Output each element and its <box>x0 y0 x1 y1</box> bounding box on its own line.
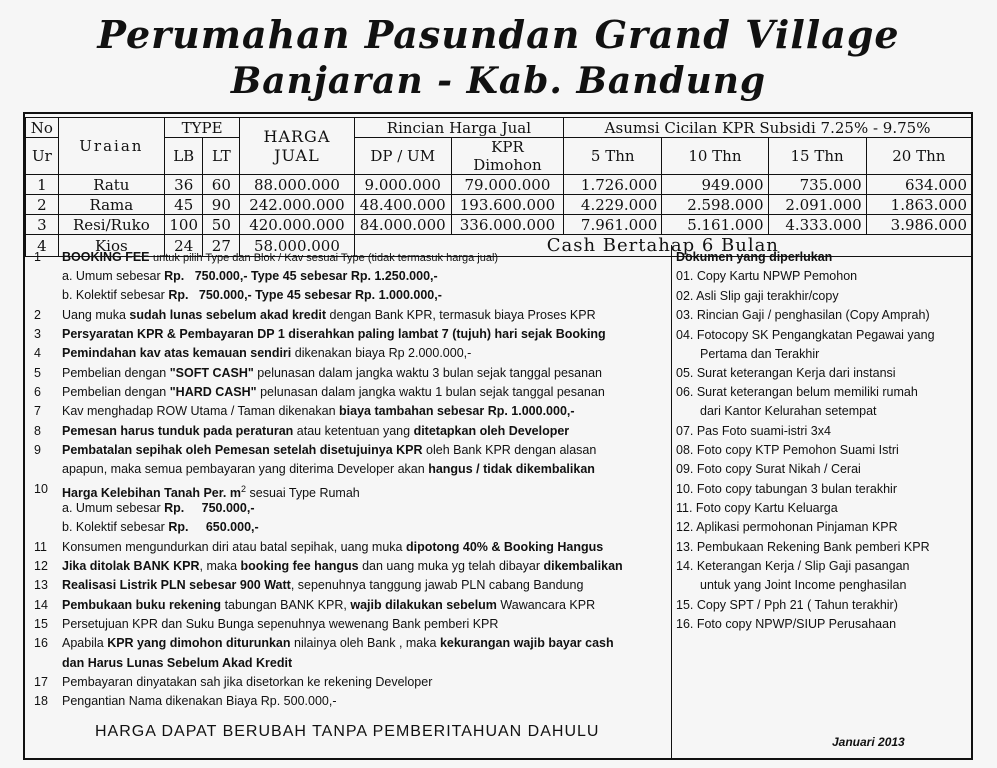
row-20thn: 3.986.000 <box>866 215 971 235</box>
price-change-notice: HARGA DAPAT BERUBAH TANPA PEMBERITAHUAN DAHULU <box>95 723 600 740</box>
row-no: 1 <box>26 175 59 195</box>
row-15thn: 735.000 <box>768 175 866 195</box>
row-20thn: 1.863.000 <box>866 195 971 215</box>
column-divider <box>671 245 672 758</box>
document-item: 09. Foto copy Surat Nikah / Cerai <box>676 462 861 476</box>
row-15thn: 2.091.000 <box>768 195 866 215</box>
col-asumsi-header: Asumsi Cicilan KPR Subsidi 7.25% - 9.75% <box>564 118 972 138</box>
row-lt: 27 <box>203 235 240 257</box>
row-name: Ratu <box>58 175 164 195</box>
term-item: 15 Persetujuan KPR dan Suku Bunga sepenuhnya wewenang Bank pemberi KPR <box>34 617 499 631</box>
row-dp: 9.000.000 <box>354 175 451 195</box>
row-5thn: 4.229.000 <box>564 195 662 215</box>
row-10thn: 2.598.000 <box>662 195 768 215</box>
table-row <box>26 195 972 215</box>
col-harga-header: HARGA JUAL <box>240 118 354 175</box>
col-type-header: TYPE <box>164 118 239 138</box>
col-ur-header: Ur <box>26 138 59 175</box>
col-lb-header: LB <box>164 138 202 175</box>
document-item: 06. Surat keterangan belum memiliki rumah <box>676 385 918 399</box>
term-item: 14 Pembukaan buku rekening tabungan BANK KPR, wajib dilakukan sebelum Wawancara KPR <box>34 598 596 612</box>
table-header-row <box>26 118 972 138</box>
document-item: 08. Foto copy KTP Pemohon Suami Istri <box>676 443 899 457</box>
term-item: 2 Uang muka sudah lunas sebelum akad kredit dengan Bank KPR, termasuk biaya Proses KPR <box>34 308 596 322</box>
row-10thn: 949.000 <box>662 175 768 195</box>
row-harga: 58.000.000 <box>240 235 354 257</box>
term-item: 5 Pembelian dengan "SOFT CASH" pelunasan dalam jangka waktu 3 bulan sejak tanggal pesanan <box>34 366 602 380</box>
row-lb: 45 <box>164 195 202 215</box>
col-uraian-header: Uraian <box>58 118 164 175</box>
term-item-continued: dan Harus Lunas Sebelum Akad Kredit <box>62 656 293 670</box>
term-item: 13 Realisasi Listrik PLN sebesar 900 Watt, sepenuhnya tanggung jawab PLN cabang Bandung <box>34 578 584 592</box>
row-lb: 100 <box>164 215 202 235</box>
table-row <box>26 175 972 195</box>
document-item: 02. Asli Slip gaji terakhir/copy <box>676 289 839 303</box>
row-harga: 420.000.000 <box>240 215 354 235</box>
term-subitem: b. Kolektif sebesar Rp. 650.000,- <box>62 520 259 534</box>
col-lt-header: LT <box>203 138 240 175</box>
documents-title: Dokumen yang diperlukan <box>676 250 833 264</box>
document-item: 13. Pembukaan Rekening Bank pemberi KPR <box>676 540 930 554</box>
document-item: 12. Aplikasi permohonan Pinjaman KPR <box>676 520 898 534</box>
row-lt: 60 <box>203 175 240 195</box>
term-item: 12 Jika ditolak BANK KPR, maka booking fee hangus dan uang muka yg telah dibayar dikembalikan <box>34 559 623 573</box>
col-20thn-header: 20 Thn <box>866 138 971 175</box>
term-item: 8 Pemesan harus tunduk pada peraturan atau ketentuan yang ditetapkan oleh Developer <box>34 424 570 438</box>
document-item-continued: untuk yang Joint Income penghasilan <box>700 578 907 592</box>
term-item: 10 Harga Kelebihan Tanah Per. $m^2$ sesuai Type Rumah <box>34 482 360 501</box>
table-subheader-row <box>26 138 972 175</box>
term-item: 1 BOOKING FEE untuk pilih Type dan Blok / Kav sesuai Type (tidak termasuk harga jual) <box>34 250 499 264</box>
document-item: 10. Foto copy tabungan 3 bulan terakhir <box>676 482 897 496</box>
row-name: Kios <box>58 235 164 257</box>
col-dp-header: DP / UM <box>354 138 451 175</box>
row-5thn: 1.726.000 <box>564 175 662 195</box>
term-item: 9 Pembatalan sepihak oleh Pemesan setelah disetujuinya KPR oleh Bank KPR dengan alasan <box>34 443 597 457</box>
price-table <box>25 117 972 257</box>
row-20thn: 634.000 <box>866 175 971 195</box>
page-subtitle: Banjaran - Kab. Bandung <box>230 60 767 102</box>
page-title: Perumahan Pasundan Grand Village <box>97 12 900 57</box>
document-item: 07. Pas Foto suami-istri 3x4 <box>676 424 831 438</box>
col-10thn-header: 10 Thn <box>662 138 768 175</box>
row-lb: 36 <box>164 175 202 195</box>
row-kpr: 336.000.000 <box>451 215 563 235</box>
term-item: 3 Persyaratan KPR & Pembayaran DP 1 diserahkan paling lambat 7 (tujuh) hari sejak Booking <box>34 327 606 341</box>
row-no: 4 <box>26 235 59 257</box>
document-item: 11. Foto copy Kartu Keluarga <box>676 501 838 515</box>
term-item: 16 Apabila KPR yang dimohon diturunkan nilainya oleh Bank , maka kekurangan wajib bayar cash <box>34 636 614 650</box>
row-10thn: 5.161.000 <box>662 215 768 235</box>
term-item: 18 Pengantian Nama dikenakan Biaya Rp. 500.000,- <box>34 694 337 708</box>
term-subitem: a. Umum sebesar Rp. 750.000,- Type 45 sebesar Rp. 1.250.000,- <box>62 269 438 283</box>
term-subitem: b. Kolektif sebesar Rp. 750.000,- Type 45 sebesar Rp. 1.000.000,- <box>62 288 442 302</box>
document-item: 01. Copy Kartu NPWP Pemohon <box>676 269 858 283</box>
table-row <box>26 215 972 235</box>
row-lt: 90 <box>203 195 240 215</box>
row-lb: 24 <box>164 235 202 257</box>
term-subitem: a. Umum sebesar Rp. 750.000,- <box>62 501 255 515</box>
term-item: 17 Pembayaran dinyatakan sah jika disetorkan ke rekening Developer <box>34 675 433 689</box>
row-5thn: 7.961.000 <box>564 215 662 235</box>
col-5thn-header: 5 Thn <box>564 138 662 175</box>
row-no: 3 <box>26 215 59 235</box>
col-15thn-header: 15 Thn <box>768 138 866 175</box>
row-no: 2 <box>26 195 59 215</box>
row-kpr: 193.600.000 <box>451 195 563 215</box>
row-dp: 48.400.000 <box>354 195 451 215</box>
document-item-continued: dari Kantor Kelurahan setempat <box>700 404 877 418</box>
row-lt: 50 <box>203 215 240 235</box>
col-no-header: No <box>26 118 59 138</box>
document-item: 15. Copy SPT / Pph 21 ( Tahun terakhir) <box>676 598 898 612</box>
row-15thn: 4.333.000 <box>768 215 866 235</box>
document-date: Januari 2013 <box>832 735 905 749</box>
document-item-continued: Pertama dan Terakhir <box>700 347 820 361</box>
term-item: 11 Konsumen mengundurkan diri atau batal sepihak, uang muka dipotong 40% & Booking Hangus <box>34 540 604 554</box>
document-item: 04. Fotocopy SK Pengangkatan Pegawai yang <box>676 328 935 342</box>
col-kpr-header: KPR Dimohon <box>451 138 563 175</box>
document-item: 05. Surat keterangan Kerja dari instansi <box>676 366 896 380</box>
row-kpr: 79.000.000 <box>451 175 563 195</box>
row-dp: 84.000.000 <box>354 215 451 235</box>
document-item: 16. Foto copy NPWP/SIUP Perusahaan <box>676 617 897 631</box>
term-item: 7 Kav menghadap ROW Utama / Taman dikenakan biaya tambahan sebesar Rp. 1.000.000,- <box>34 404 575 418</box>
document-item: 03. Rincian Gaji / penghasilan (Copy Amprah) <box>676 308 930 322</box>
row-harga: 88.000.000 <box>240 175 354 195</box>
term-item: 6 Pembelian dengan "HARD CASH" pelunasan dalam jangka waktu 1 bulan sejak tanggal pesanan <box>34 385 605 399</box>
term-item: 4 Pemindahan kav atas kemauan sendiri dikenakan biaya Rp 2.000.000,- <box>34 346 472 360</box>
cash-note: Cash Bertahap 6 Bulan <box>354 235 971 257</box>
row-harga: 242.000.000 <box>240 195 354 215</box>
row-name: Rama <box>58 195 164 215</box>
document-item: 14. Keterangan Kerja / Slip Gaji pasangan <box>676 559 910 573</box>
term-item-continued: apapun, maka semua pembayaran yang diterima Developer akan hangus / tidak dikembalikan <box>62 462 595 476</box>
col-rincian-header: Rincian Harga Jual <box>354 118 563 138</box>
row-name: Resi/Ruko <box>58 215 164 235</box>
